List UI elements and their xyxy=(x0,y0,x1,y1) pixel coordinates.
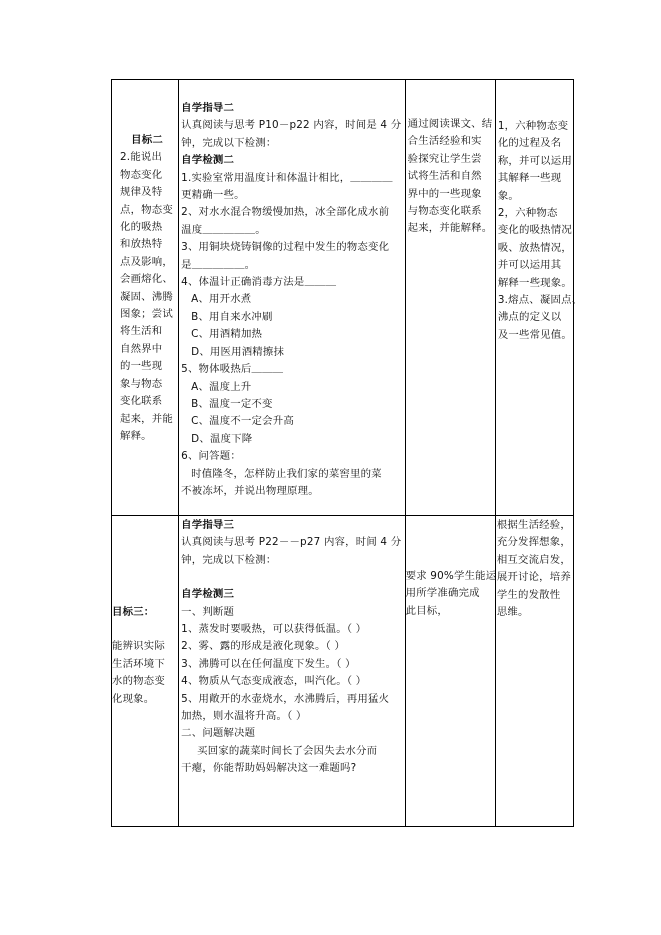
answer-option: C、温度不一定会升高 xyxy=(191,415,294,428)
objective-title: 目标三： xyxy=(112,606,155,618)
objective-text: 化的吸热 xyxy=(120,221,163,234)
table-row xyxy=(112,516,574,827)
standard-text: 3.熔点、凝固点、 xyxy=(497,294,583,307)
objective-text: 物态变化 xyxy=(120,168,163,181)
standard-text: 化的过程及名 xyxy=(497,137,562,150)
question-text: 3、用铜块烧铸铜像的过程中发生的物态变化 xyxy=(181,241,390,254)
standard-text: 1，六种物态变 xyxy=(497,120,569,132)
standard-text: 及一些常见值。 xyxy=(497,328,572,341)
objective-text: 2.能说出 xyxy=(120,151,163,164)
standard-text: 思维。 xyxy=(496,606,529,619)
question-text: 4、物质从气态变成液态，叫汽化。（ ） xyxy=(181,675,367,688)
objective-text: 凝固、沸腾 xyxy=(120,290,173,303)
method-text: 试将生活和自然 xyxy=(407,170,482,183)
question-text: 时值隆冬，怎样防止我们家的菜窖里的菜 xyxy=(191,467,382,480)
standard-text: 学生的发散性 xyxy=(496,588,561,601)
objective-title: 目标二 xyxy=(131,134,163,146)
method-text: 与物态变化联系 xyxy=(407,205,482,218)
answer-option: B、温度一定不变 xyxy=(191,397,273,410)
check-heading: 自学检测二 xyxy=(181,154,235,167)
instruction-text: 认真阅读与思考 P22－－p27 内容，时间 4 分 xyxy=(181,536,402,549)
method-text: 用所学准确完成 xyxy=(405,587,480,600)
method-text: 起来，并能解释。 xyxy=(407,222,493,235)
standard-text: 展开讨论，培养 xyxy=(496,571,571,584)
objective-text: 起来，并能 xyxy=(120,412,173,425)
instruction-text: 钟，完成以下检测： xyxy=(181,553,277,566)
question-text: 是＿＿＿＿＿。 xyxy=(181,258,256,271)
question-text: 6、问答题： xyxy=(181,450,241,463)
method-text: 界中的一些现象 xyxy=(407,187,482,200)
standard-text: 并可以运用其 xyxy=(497,259,562,272)
standard-text: 解释一些现象。 xyxy=(497,276,572,289)
question-text: 5、用敞开的水壶烧水，水沸腾后，再用猛火 xyxy=(181,692,390,705)
objective-text: 点，物态变 xyxy=(120,203,173,216)
method-text: 验探究让学生尝 xyxy=(407,152,482,165)
part-heading: 二、问题解决题 xyxy=(181,727,256,740)
question-text: 买回家的蔬菜时间长了会因失去水分而 xyxy=(197,744,378,757)
standard-text: 2，六种物态 xyxy=(497,207,558,220)
objective-text: 将生活和 xyxy=(120,325,163,338)
standard-cell xyxy=(495,516,573,827)
lesson-plan-table xyxy=(111,79,583,827)
objective-text: 会画熔化、 xyxy=(120,273,173,286)
objective-text: 图象；尝试 xyxy=(120,308,173,321)
section-heading: 自学指导二 xyxy=(181,102,235,114)
objective-text: 水的物态变 xyxy=(112,675,165,688)
table-row xyxy=(112,80,574,516)
standard-cell xyxy=(495,80,583,516)
guidance-cell xyxy=(179,516,405,827)
objective-cell xyxy=(112,516,179,827)
standard-text: 变化的吸热情况 xyxy=(497,224,572,237)
objective-text: 象与物态 xyxy=(120,377,163,390)
objective-text: 规律及特 xyxy=(120,186,163,199)
standard-text: 其解释一些现 xyxy=(497,172,562,185)
answer-option: D、用医用酒精擦抹 xyxy=(191,345,285,358)
blank-line xyxy=(181,569,404,586)
question-text: 干瘪，你能帮助妈妈解决这一难题吗? xyxy=(181,762,357,775)
method-text: 要求 90%学生能运 xyxy=(405,570,497,582)
question-text: 更精确一些。 xyxy=(181,189,245,202)
standard-text: 相互交流启发， xyxy=(496,553,571,566)
standard-text: 称，并可以运用 xyxy=(497,154,572,167)
method-text: 此目标， xyxy=(405,604,448,617)
check-heading: 自学检测三 xyxy=(181,588,235,601)
question-text: 4、体温计正确消毒方法是＿＿＿ xyxy=(181,276,337,289)
objective-text: 化现象。 xyxy=(112,692,155,705)
answer-option: D、温度下降 xyxy=(191,432,253,445)
question-text: 1、蒸发时要吸热，可以获得低温。（ ） xyxy=(181,623,367,636)
method-text: 通过阅读课文、结 xyxy=(407,118,493,130)
part-heading: 一、判断题 xyxy=(181,605,235,618)
objective-text: 自然界中 xyxy=(120,342,163,355)
standard-text: 充分发挥想象， xyxy=(496,536,571,549)
answer-option: A、温度上升 xyxy=(191,380,252,393)
method-text: 合生活经验和实 xyxy=(407,135,482,148)
objective-text: 的一些现 xyxy=(120,360,163,373)
objective-text: 能辨识实际 xyxy=(112,640,165,653)
objective-text: 生活环境下 xyxy=(112,657,165,670)
guidance-cell xyxy=(179,80,405,516)
standard-text: 象。 xyxy=(497,189,519,202)
objective-cell xyxy=(112,80,179,516)
objective-text: 解释。 xyxy=(120,429,152,442)
method-cell xyxy=(405,80,495,516)
answer-option: C、用酒精加热 xyxy=(191,328,263,341)
objective-text: 变化联系 xyxy=(120,395,163,408)
question-text: 2、对水水混合物缓慢加热，冰全部化成水前 xyxy=(181,206,390,219)
instruction-text: 钟，完成以下检测： xyxy=(181,136,277,149)
standard-text: 沸点的定义以 xyxy=(497,311,562,324)
question-text: 1.实验室常用温度计和体温计相比，＿＿＿＿ xyxy=(181,171,393,184)
answer-option: A、用开水煮 xyxy=(191,293,252,306)
method-cell xyxy=(405,516,495,827)
objective-text: 和放热特 xyxy=(120,238,163,251)
standard-text: 根据生活经验， xyxy=(496,519,571,531)
question-text: 不被冻坏，并说出物理原理。 xyxy=(181,484,319,497)
question-text: 3、沸腾可以在任何温度下发生。（ ） xyxy=(181,657,356,670)
question-text: 2、雾、露的形成是液化现象。（ ） xyxy=(181,640,346,653)
objective-text: 点及影响， xyxy=(120,255,173,268)
instruction-text: 认真阅读与思考 P10－p22 内容，时间是 4 分 xyxy=(181,119,402,132)
answer-option: B、用自来水冲刷 xyxy=(191,310,273,323)
blank-line xyxy=(112,621,178,638)
question-text: 加热，则水温将升高。（ ） xyxy=(181,710,307,723)
question-text: 5、物体吸热后＿＿＿ xyxy=(181,363,284,376)
section-heading: 自学指导三 xyxy=(181,519,235,531)
standard-text: 吸、放热情况， xyxy=(497,241,572,254)
question-text: 温度＿＿＿＿＿。 xyxy=(181,223,266,236)
